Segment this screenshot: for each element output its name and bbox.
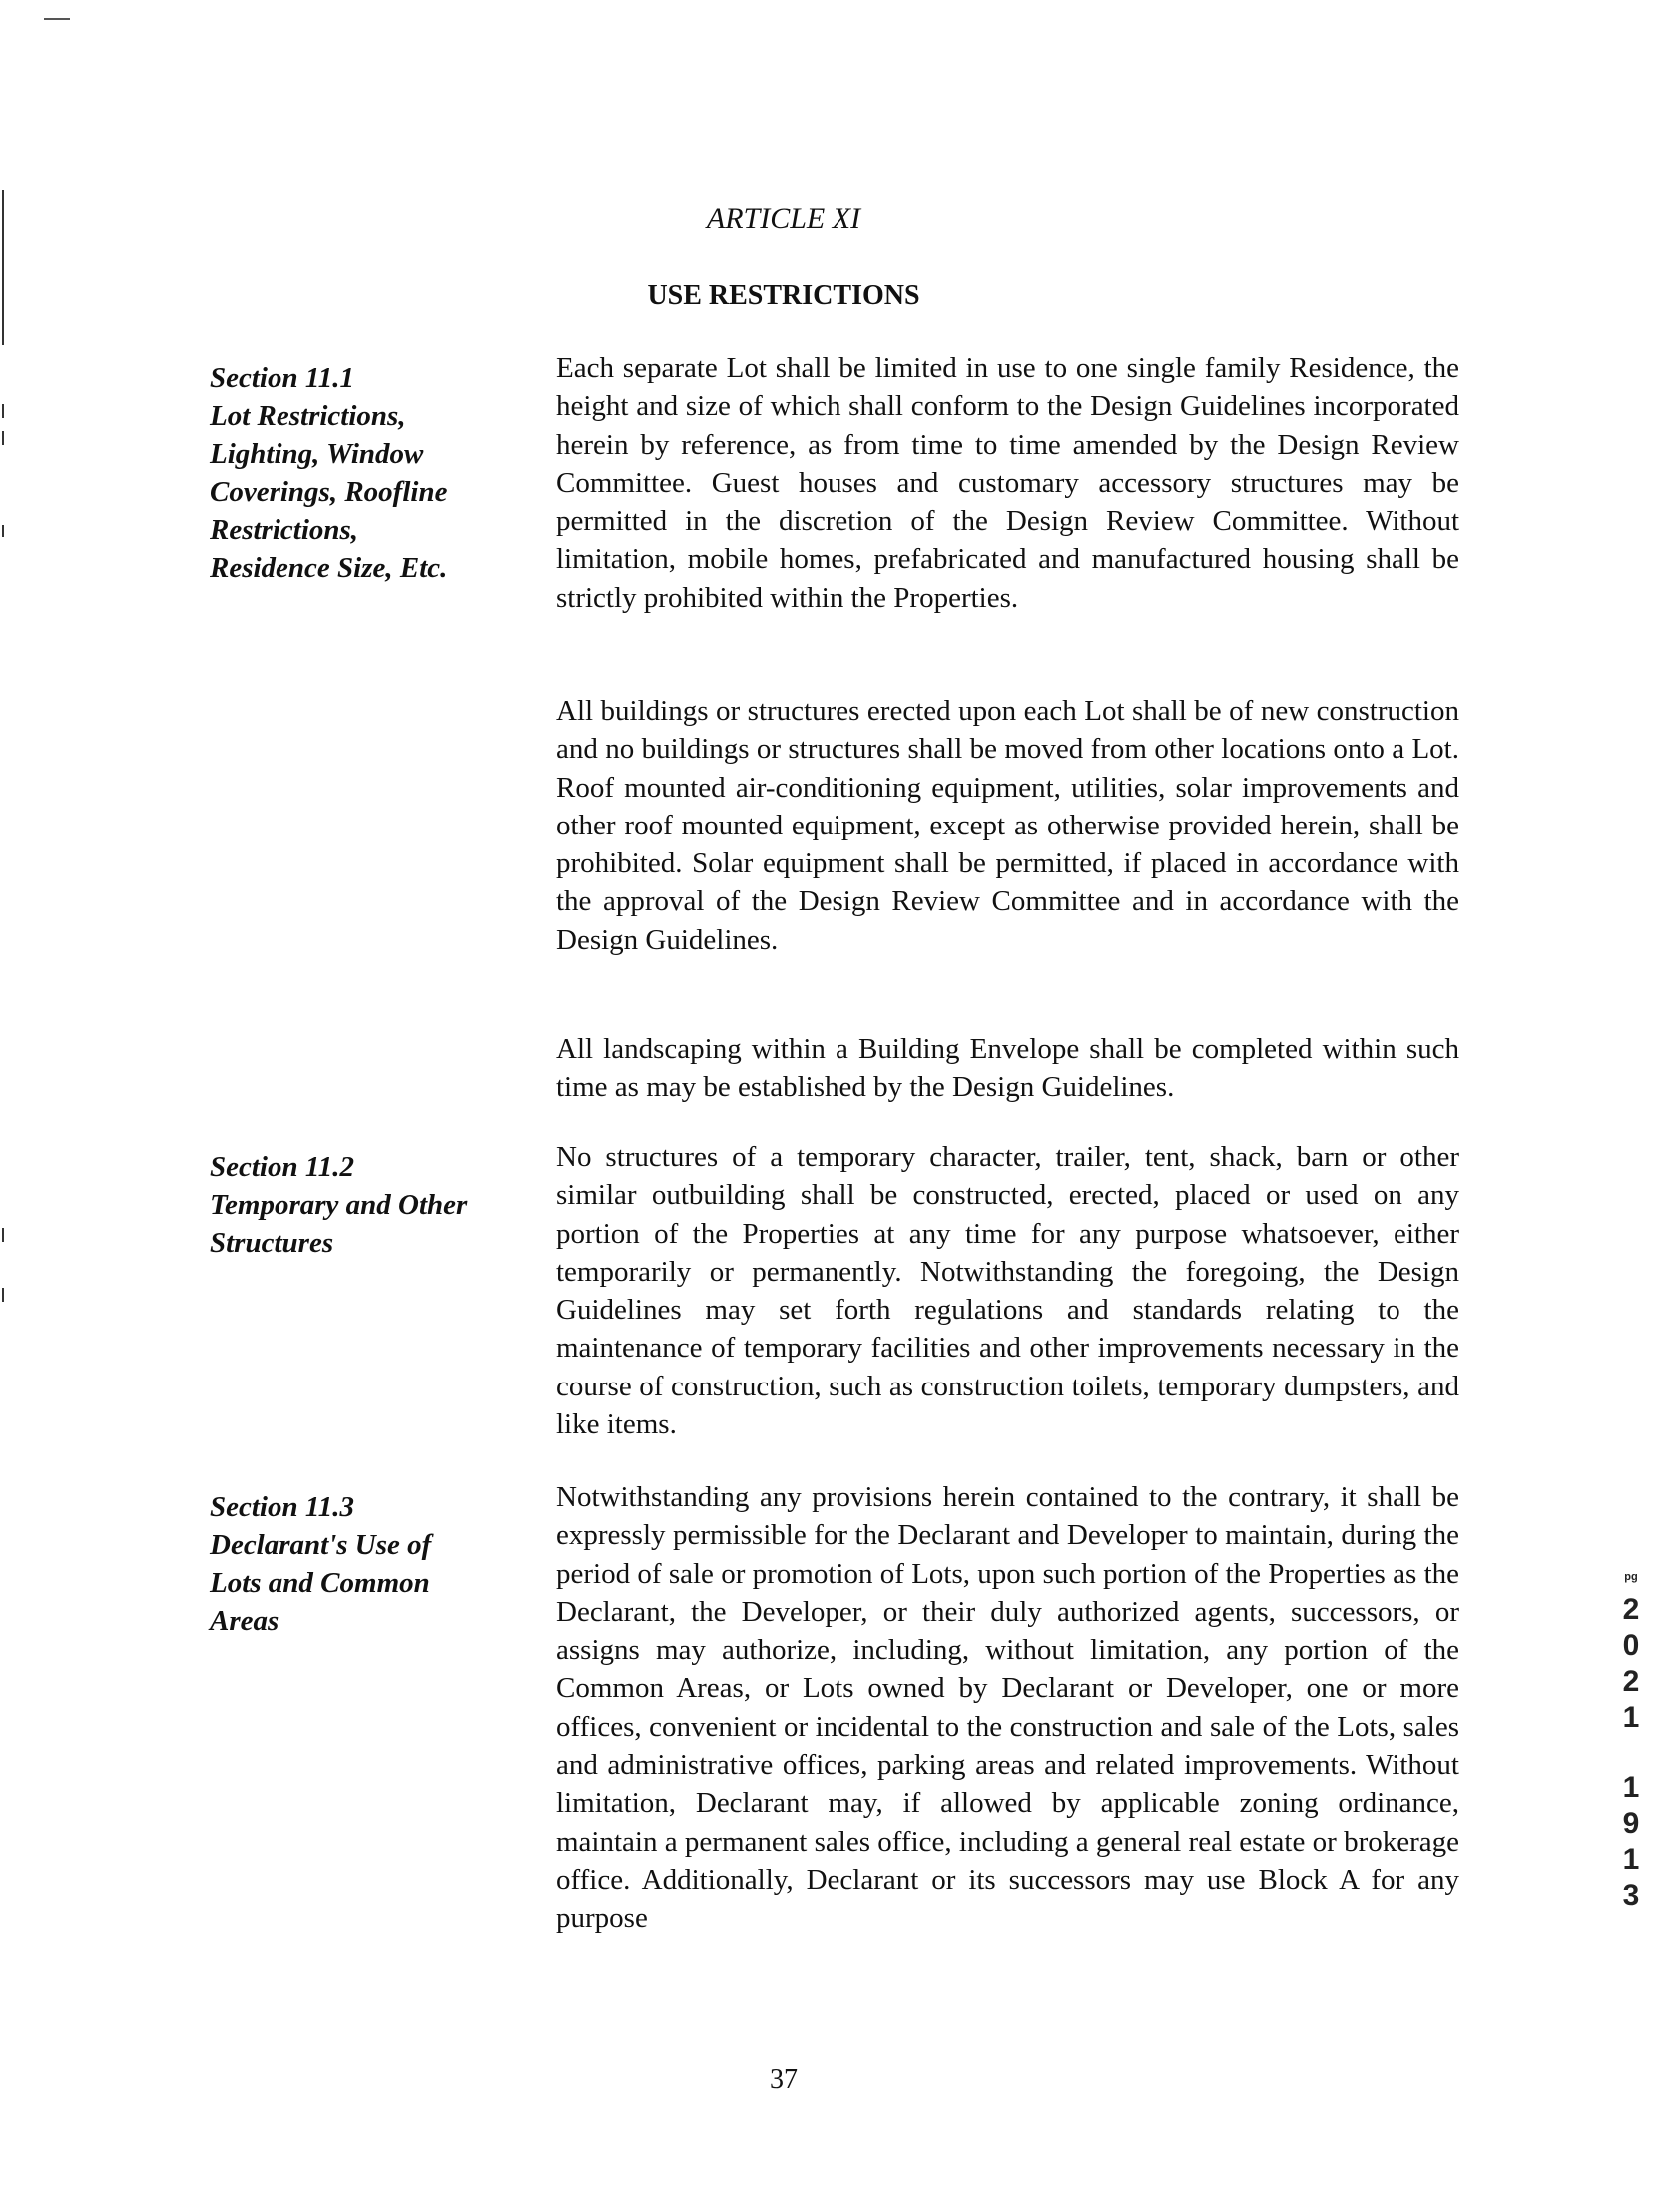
section-11-2-label (210, 1148, 539, 1262)
section-11-3-label (210, 1488, 539, 1640)
section-label-line: Lot Restrictions, (210, 400, 406, 432)
section-label-line: Lighting, Window (210, 438, 424, 470)
section-heading: USE RESTRICTIONS (647, 280, 920, 311)
section-label-line: Temporary and Other (210, 1189, 468, 1221)
stamp-digit: 9 (1622, 1807, 1640, 1840)
section-label-line: Section 11.2 (210, 1151, 355, 1183)
scan-edge-mark (2, 525, 4, 537)
scan-edge-mark (2, 404, 4, 418)
section-label-line: Residence Size, Etc. (210, 552, 448, 584)
section-11-1-paragraph-2: All buildings or structures erected upon each Lot shall be of new construction and no buildings or structures shall be moved from other locations onto a Lot. Roof mounted air-conditioning equipment, utilities, solar improvements and other roof mounted equipment, except as otherwise provided herein, shall be prohibited. Solar equipment shall be permitted, if placed in accordance with the approval of the Design Review Committee and in accordance with the Design Guidelines. (556, 695, 1459, 956)
scan-artifact-dash (44, 18, 70, 20)
stamp-digit: 0 (1622, 1629, 1640, 1662)
stamp-digit: 1 (1622, 1701, 1640, 1734)
article-title: ARTICLE XI (706, 202, 861, 235)
section-11-3-paragraph-1: Notwithstanding any provisions herein contained to the contrary, it shall be expressly permissible for the Declarant and Developer to maintain, during the period of sale or promotion of Lots, upon such portion of the Properties as the Declarant, the Developer, or their duly authorized agents, successors, or assigns may authorize, including, without limitation, any portion of the Common Areas, or Lots owned by Declarant or Developer, one or more offices, convenient or incidental to the construction and sale of the Lots, sales and administrative offices, parking areas and related improvements. Without limitation, Declarant may, if allowed by applicable zoning ordinance, maintain a permanent sales office, including a general real estate or brokerage office. Additionally, Declarant or its successors may use Block A for any purpose (556, 1481, 1459, 1935)
section-label-line: Declarant's Use of (210, 1529, 432, 1561)
scan-edge-mark (2, 431, 4, 445)
section-label-line: Lots and Common (210, 1567, 430, 1599)
scan-edge-mark (2, 1288, 4, 1302)
stamp-digit: 3 (1622, 1879, 1640, 1912)
section-11-2-paragraph-1: No structures of a temporary character, trailer, tent, shack, barn or other similar outbuilding shall be constructed, erected, placed or used on any portion of the Properties at any time for any purpose whatsoever, either temporarily or permanently. Notwithstanding the foregoing, the Design Guidelines may set forth regulations and standards relating to the maintenance of temporary facilities and other improvements necessary in the course of construction, such as construction toilets, temporary dumpsters, and like items. (556, 1141, 1459, 1441)
scan-edge-mark (2, 1228, 4, 1242)
section-11-1-paragraph-1: Each separate Lot shall be limited in use to one single family Residence, the height and size of which shall conform to the Design Guidelines incorporated herein by reference, as from time to time amended by the Design Review Committee. Guest houses and customary accessory structures may be permitted in the discretion of the Design Review Committee. Without limitation, mobile homes, prefabricated and manufactured housing shall be strictly prohibited within the Properties. (556, 352, 1459, 614)
section-label-line: Areas (210, 1605, 279, 1637)
stamp-digit: 1 (1622, 1771, 1640, 1804)
stamp-digit: 2 (1622, 1593, 1640, 1626)
section-label-line: Restrictions, (210, 514, 359, 546)
section-label-line: Section 11.3 (210, 1491, 355, 1523)
section-label-line: Section 11.1 (210, 362, 355, 394)
page-number: 37 (770, 2064, 798, 2095)
stamp-digit: 2 (1622, 1665, 1640, 1698)
stamp-small-mark: pg (1624, 1571, 1638, 1583)
section-label-line: Structures (210, 1227, 334, 1259)
section-11-1-paragraph-3: All landscaping within a Building Envelope shall be completed within such time as may be established by the Design Guidelines. (556, 1033, 1459, 1104)
section-label-line: Coverings, Roofline (210, 476, 448, 508)
stamp-digit: 1 (1622, 1843, 1640, 1876)
recording-stamp (1611, 1562, 1651, 1914)
section-11-1-label (210, 359, 539, 587)
